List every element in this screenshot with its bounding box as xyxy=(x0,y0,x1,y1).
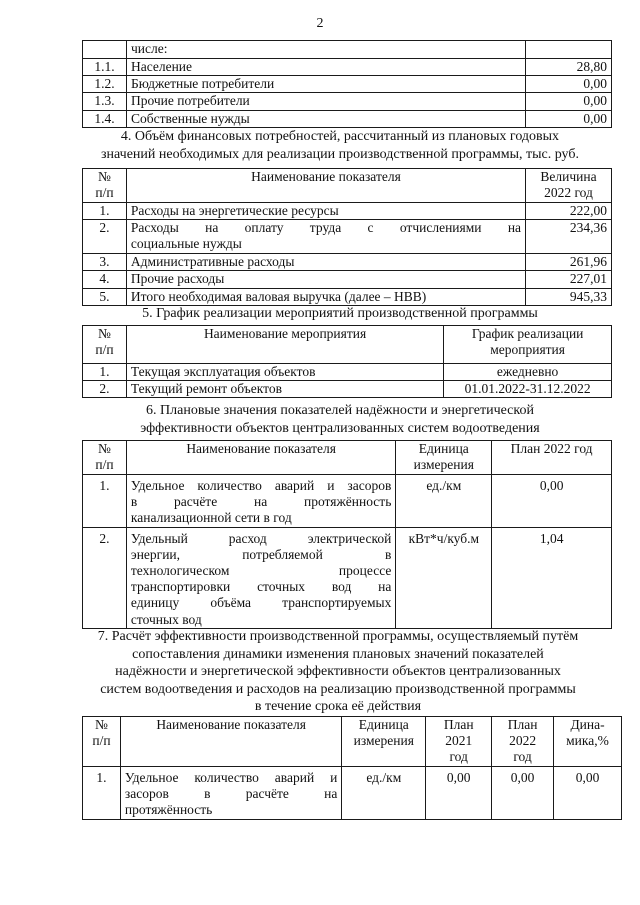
table-row: 2. Удельный расход электрической энергии, потребляемой в технологическом процессе транспортировки сточных вод на единицу объёма транспортируемых сточных вод кВт*ч/куб.м 1,04 xyxy=(83,527,612,628)
table-row: 1. Текущая эксплуатация объектов ежедневно xyxy=(83,364,612,381)
table-row: 1. Расходы на энергетические ресурсы 222,00 xyxy=(83,203,612,220)
section6-heading: 6. Плановые значения показателей надёжности и энергетической эффективности объектов централизованных систем водоотведения xyxy=(140,403,540,436)
table-row: 1.1. Население 28,80 xyxy=(83,59,612,76)
table-row: 1. Удельное количество аварий и засоров в расчёте на протяжённость ед./км 0,00 0,00 0,00 xyxy=(83,767,622,820)
table-header-row: № п/п Наименование мероприятия График реализации мероприятия xyxy=(83,326,612,364)
table-row: 5. Итого необходимая валовая выручка (далее – НВВ) 945,33 xyxy=(83,288,612,305)
table-intro: числе: xyxy=(126,41,525,59)
section7-heading: 7. Расчёт эффективности производственной программы, осуществляемый путём сопоставления динамики изменения плановых значений показателей надёжности и энергетической эффективности объектов централизованных систем водоотведения и расходов на реализацию производственной программы в течение срока её действия xyxy=(97,629,579,714)
table-row: 1.3. Прочие потребители 0,00 xyxy=(83,93,612,110)
table-schedule xyxy=(82,325,612,398)
table-row: 2. Расходы на оплату труда с отчислениями на социальные нужды 234,36 xyxy=(83,220,612,254)
table-row: 3. Административные расходы 261,96 xyxy=(83,254,612,271)
table-row xyxy=(83,41,612,59)
page-number: 2 xyxy=(316,16,324,31)
table-row: 4. Прочие расходы 227,01 xyxy=(83,271,612,288)
table-row: 2. Текущий ремонт объектов 01.01.2022-31.12.2022 xyxy=(83,381,612,398)
table-row: 1. Удельное количество аварий и засоров в расчёте на протяжённость канализационной сети в год ед./км 0,00 xyxy=(83,475,612,528)
section5-heading: 5. График реализации мероприятий производственной программы xyxy=(142,306,538,321)
table-header-row: № п/п Наименование показателя Единица измерения План 2021 год План 2022 год Дина- мика,% xyxy=(83,717,622,767)
table-financial-needs xyxy=(82,168,612,306)
table-reliability xyxy=(82,440,612,629)
table-efficiency xyxy=(82,716,622,820)
table-row: 1.4. Собственные нужды 0,00 xyxy=(83,110,612,127)
table-header-row: № п/п Наименование показателя Величина 2022 год xyxy=(83,169,612,203)
table-header-row: № п/п Наименование показателя Единица измерения План 2022 год xyxy=(83,441,612,475)
table-consumption xyxy=(82,40,612,128)
section4-heading: 4. Объём финансовых потребностей, рассчитанный из плановых годовых значений необходимых для реализации производственной программы, тыс. руб. xyxy=(101,129,579,162)
table-row: 1.2. Бюджетные потребители 0,00 xyxy=(83,76,612,93)
